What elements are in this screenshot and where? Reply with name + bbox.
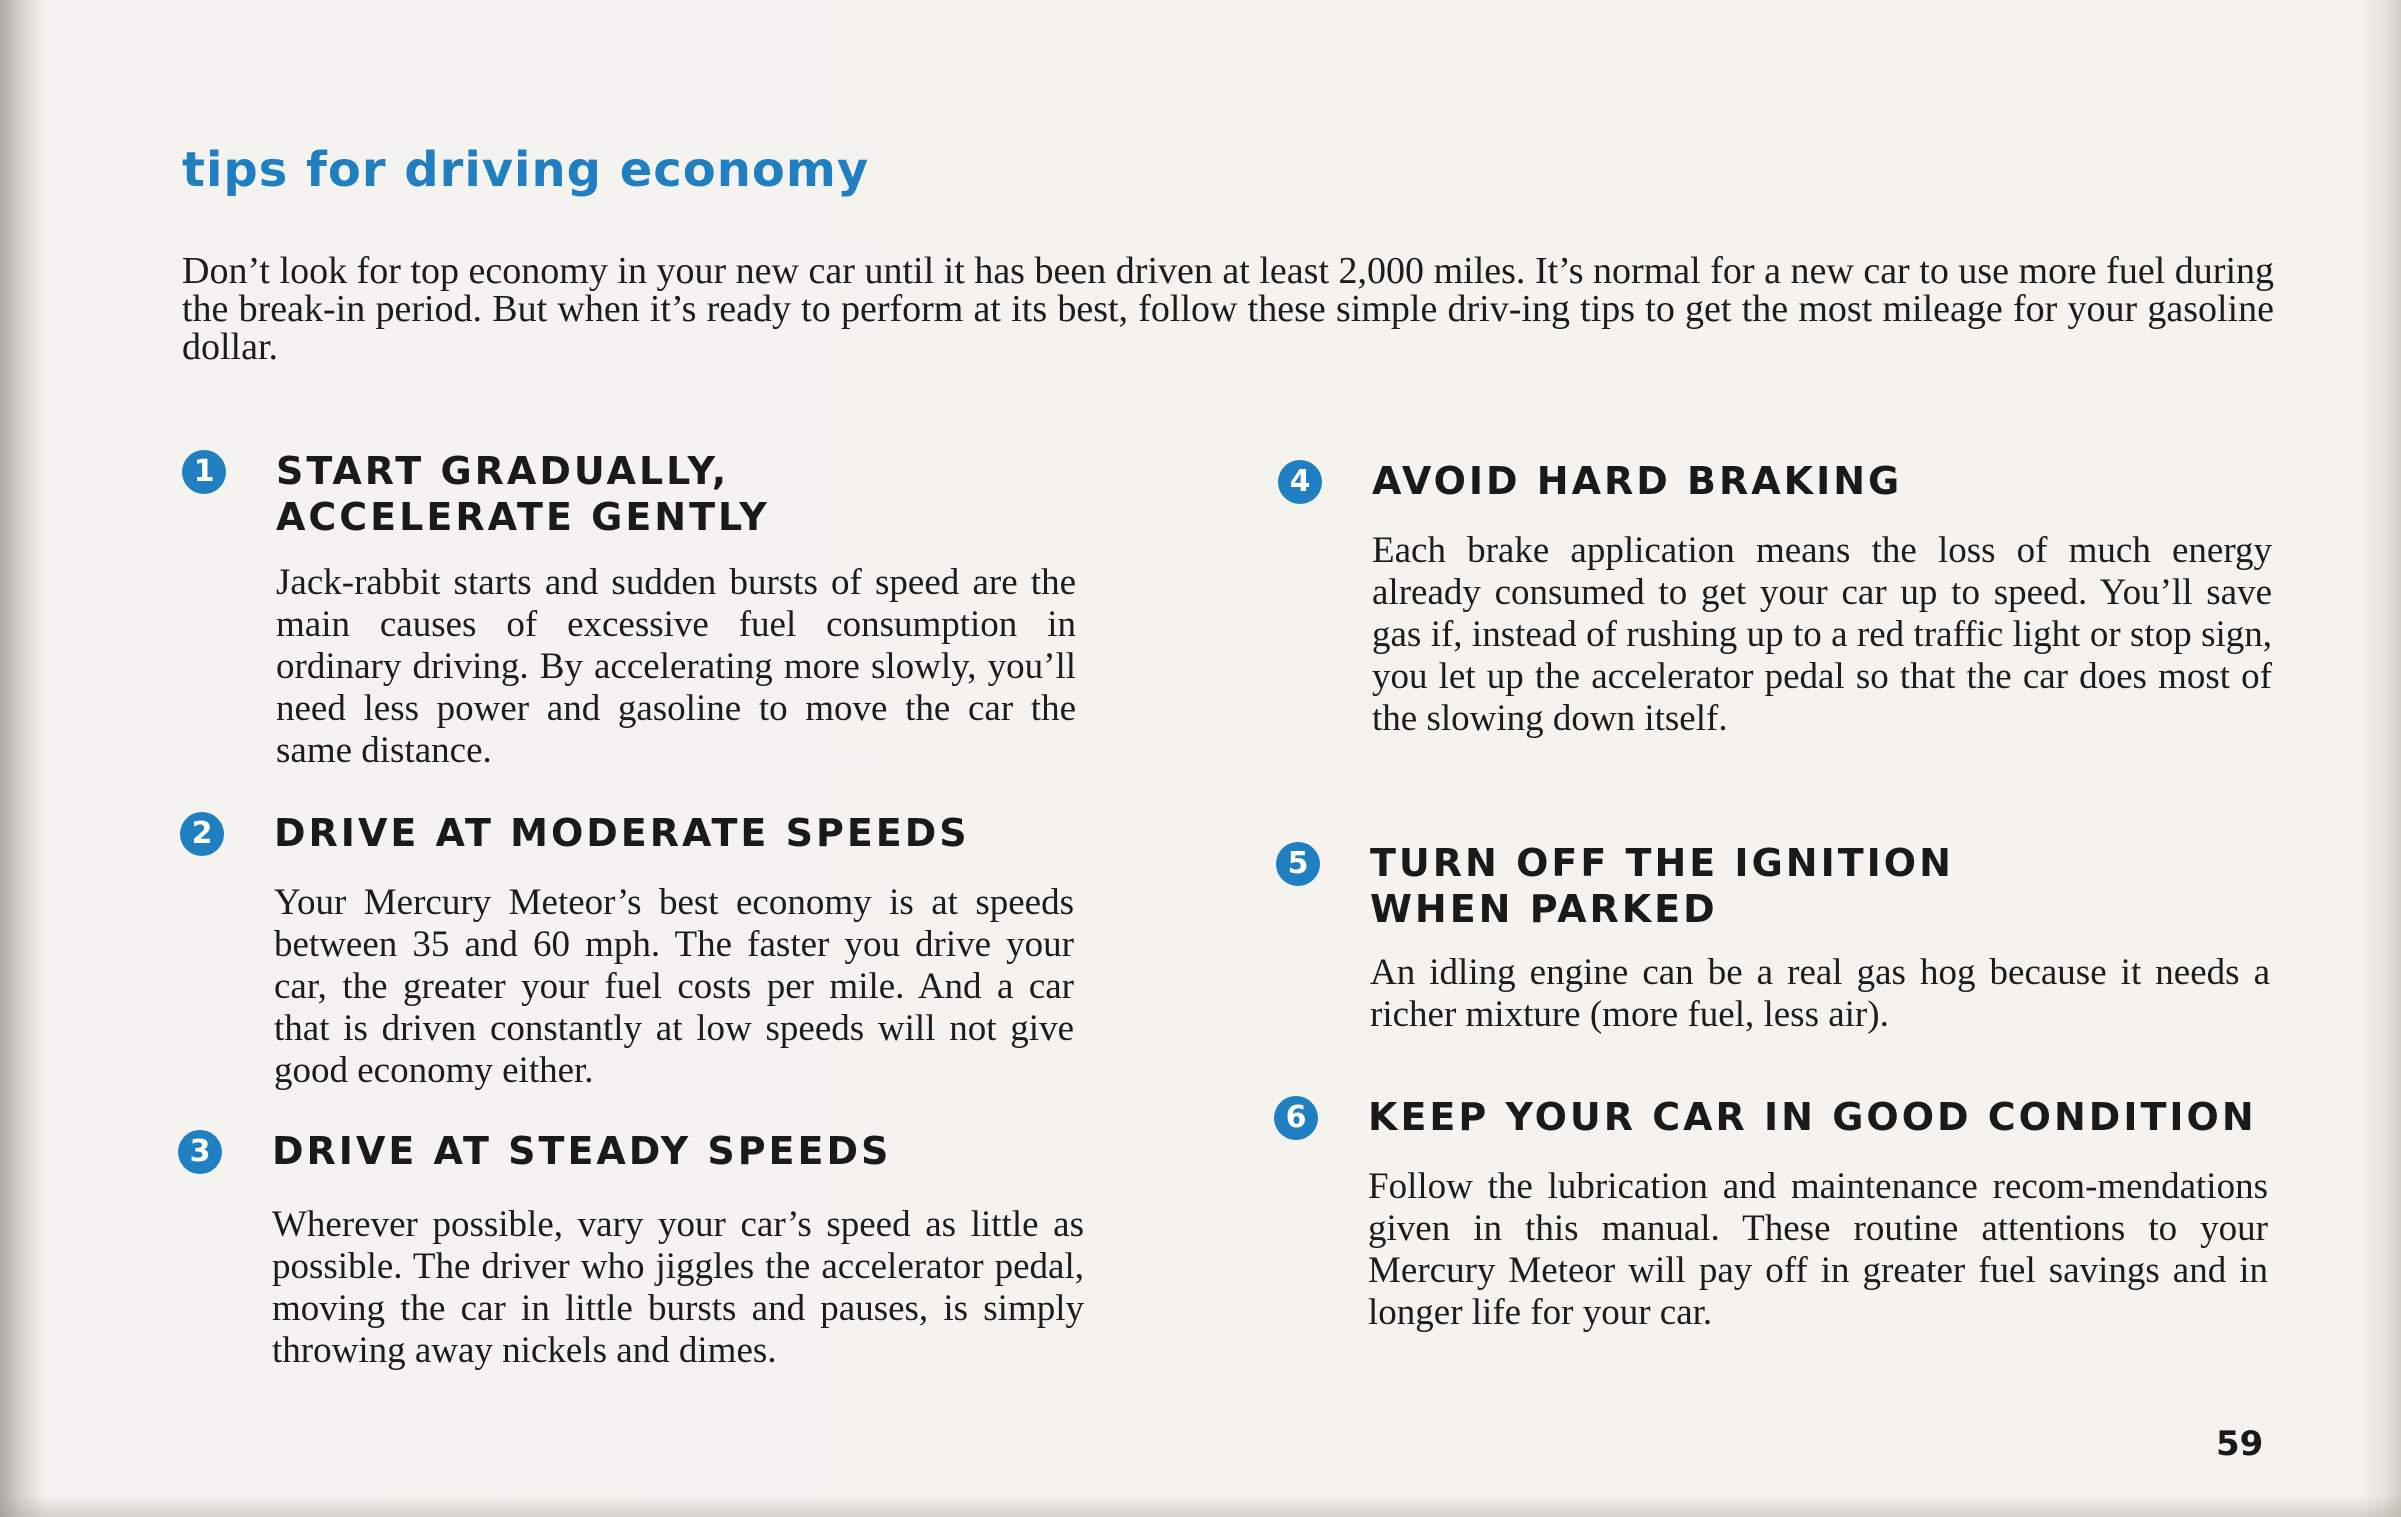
tip-body: An idling engine can be a real gas hog because it needs a richer mixture (more fuel, less air). — [1370, 952, 2270, 1035]
tip-number-badge: 3 — [178, 1130, 222, 1174]
tip-body: Each brake application means the loss of much energy already consumed to get your car up to speed. You’ll save gas if, instead of rushing up to a red traffic light or stop sign, you let up the accelerator pedal so that the car does most of the slowing down itself. — [1372, 530, 2272, 739]
tip-heading: KEEP YOUR CAR IN GOOD CONDITION — [1368, 1095, 2257, 1139]
tip-number-badge: 6 — [1274, 1096, 1318, 1140]
tip-heading: START GRADUALLY, ACCELERATE GENTLY — [276, 449, 770, 539]
tip-heading: AVOID HARD BRAKING — [1372, 459, 1903, 503]
binding-shadow — [0, 0, 48, 1517]
tip-number-badge: 2 — [180, 812, 224, 856]
tip-number-badge: 5 — [1276, 842, 1320, 886]
tip-number-badge: 4 — [1278, 460, 1322, 504]
tip-heading: TURN OFF THE IGNITION WHEN PARKED — [1370, 841, 1954, 931]
tip-heading: DRIVE AT STEADY SPEEDS — [272, 1129, 892, 1173]
tip-heading: DRIVE AT MODERATE SPEEDS — [274, 811, 970, 855]
page-number: 59 — [2216, 1424, 2264, 1464]
tip-number-badge: 1 — [182, 450, 226, 494]
page-bottom-edge — [0, 1495, 2401, 1517]
tip-body: Wherever possible, vary your car’s speed as little as possible. The driver who jiggles the accelerator pedal, moving the car in little bursts and pauses, is simply throwing away nickels and dimes. — [272, 1204, 1084, 1371]
tip-body: Follow the lubrication and maintenance recom-mendations given in this manual. These routine attentions to your Mercury Meteor will pay off in greater fuel savings and in longer life for your car. — [1368, 1166, 2268, 1333]
tip-body: Your Mercury Meteor’s best economy is at speeds between 35 and 60 mph. The faster you drive your car, the greater your fuel costs per mile. And a car that is driven constantly at low speeds will not give good economy either. — [274, 882, 1074, 1091]
intro-paragraph: Don’t look for top economy in your new car until it has been driven at least 2,000 miles. It’s normal for a new car to use more fuel during the break-in period. But when it’s ready to perform at its best, follow these simple driv-ing tips to get the most mileage for your gasoline dollar. — [182, 250, 2274, 368]
page-title: tips for driving economy — [182, 142, 870, 198]
tip-body: Jack-rabbit starts and sudden bursts of speed are the main causes of excessive fuel consumption in ordinary driving. By accelerating more slowly, you’ll need less power and gasoline to move the car the same distance. — [276, 562, 1076, 771]
